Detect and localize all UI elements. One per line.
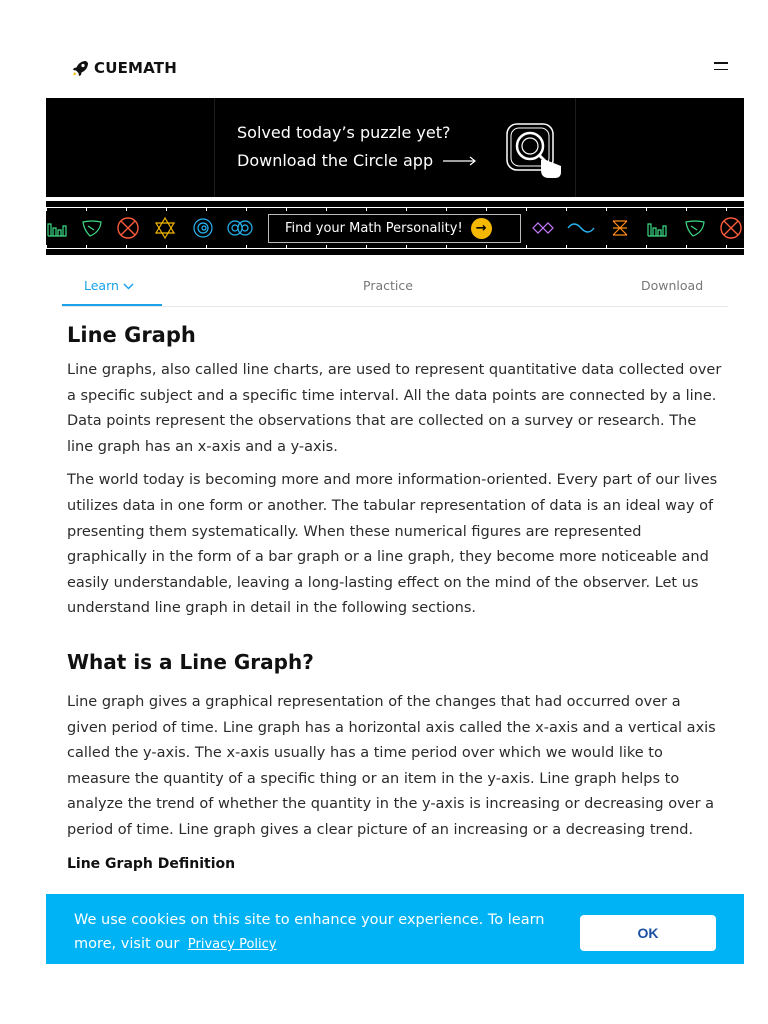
math-personality-strip	[46, 201, 744, 255]
cookie-message	[74, 908, 554, 957]
star-of-david-icon	[153, 216, 177, 240]
section-heading-what-is	[67, 650, 723, 674]
article-content	[67, 320, 723, 872]
cuemath-logo[interactable]	[70, 58, 177, 78]
bar-chart-icon-2	[646, 216, 670, 240]
find-math-personality-button[interactable]	[268, 214, 521, 243]
arrow-circle-icon: →	[471, 218, 492, 239]
bar-chart-icon	[46, 216, 70, 240]
promo-panel	[214, 98, 576, 197]
circle-cross-icon-2	[719, 216, 743, 240]
spiral-icon	[191, 216, 215, 240]
tab-learn[interactable]	[84, 278, 134, 293]
promo-line-1: Solved today’s puzzle yet?	[237, 123, 451, 142]
definition-heading: Line Graph Definition	[67, 855, 236, 872]
leaf-shape-icon-2	[683, 216, 707, 240]
rocket-icon	[70, 58, 90, 78]
page-title: Line Graph	[67, 323, 196, 347]
hamburger-menu-icon[interactable]	[712, 62, 732, 76]
infinity-circles-icon	[226, 216, 254, 240]
logo-text: CUEMATH	[94, 59, 177, 77]
persona-button-label: Find your Math Personality!	[285, 221, 463, 236]
intro-paragraph-2: The world today is becoming more and more information-oriented. Every part of our lives utilizes data in one form or another. The tabular representation of data is an ideal way of presenting them systematically. When these numerical figures are represented graphically in the form of a bar graph or a line graph, they become more noticeable and easily understandable, leaving a long-lasting effect on the mind of the observer. Let us understand line graph in detail in the following sections.	[67, 472, 718, 617]
circle-app-banner[interactable]	[46, 98, 744, 197]
tab-practice[interactable]: Practice	[363, 278, 413, 293]
section-tabs	[62, 270, 728, 307]
magnifier-tap-icon	[505, 122, 565, 182]
arrow-right-icon	[443, 156, 477, 166]
promo-line-2-text: Download the Circle app	[237, 151, 434, 170]
chevron-down-icon	[123, 282, 134, 290]
tab-download[interactable]: Download	[641, 278, 704, 293]
cookie-ok-button[interactable]: OK	[580, 915, 716, 951]
section-paragraph-1: Line graph gives a graphical representation of the changes that had occurred over a given period of time. Line graph has a horizontal axis called the x-axis and a vertical axis called the y-axis. The x-axis usually has a time period over which we would like to measure the quantity of a specific thing or an item in the y-axis. Line graph helps to analyze the trend of whether the quantity in the y-axis is increasing or decreasing over a period of time. Line graph gives a clear picture of an increasing or a decreasing trend.	[67, 693, 716, 838]
knot-icon	[608, 216, 632, 240]
section-heading-text: What is a Line Graph?	[67, 649, 314, 674]
circle-cross-icon	[116, 216, 140, 240]
privacy-policy-link[interactable]: Privacy Policy	[187, 937, 277, 952]
leaf-shape-icon	[80, 216, 104, 240]
intro-paragraph-1: Line graphs, also called line charts, are used to represent quantitative data collected over a specific subject and a specific time interval. All the data points are connected by a line. Data points represent the observations that are collected on a survey or research. The line graph has an x-axis and a y-axis.	[67, 362, 722, 455]
tab-learn-label: Learn	[84, 278, 119, 293]
wave-icon	[567, 216, 595, 240]
cookie-banner	[46, 894, 744, 964]
strip-bottom-ticks	[46, 245, 744, 249]
active-tab-underline	[62, 304, 162, 306]
promo-line-2	[237, 151, 477, 170]
site-header	[0, 0, 768, 98]
diamond-pair-icon	[531, 216, 555, 240]
cookie-text: We use cookies on this site to enhance your experience. To learn more, visit our	[74, 912, 545, 952]
strip-top-ticks	[46, 207, 744, 211]
